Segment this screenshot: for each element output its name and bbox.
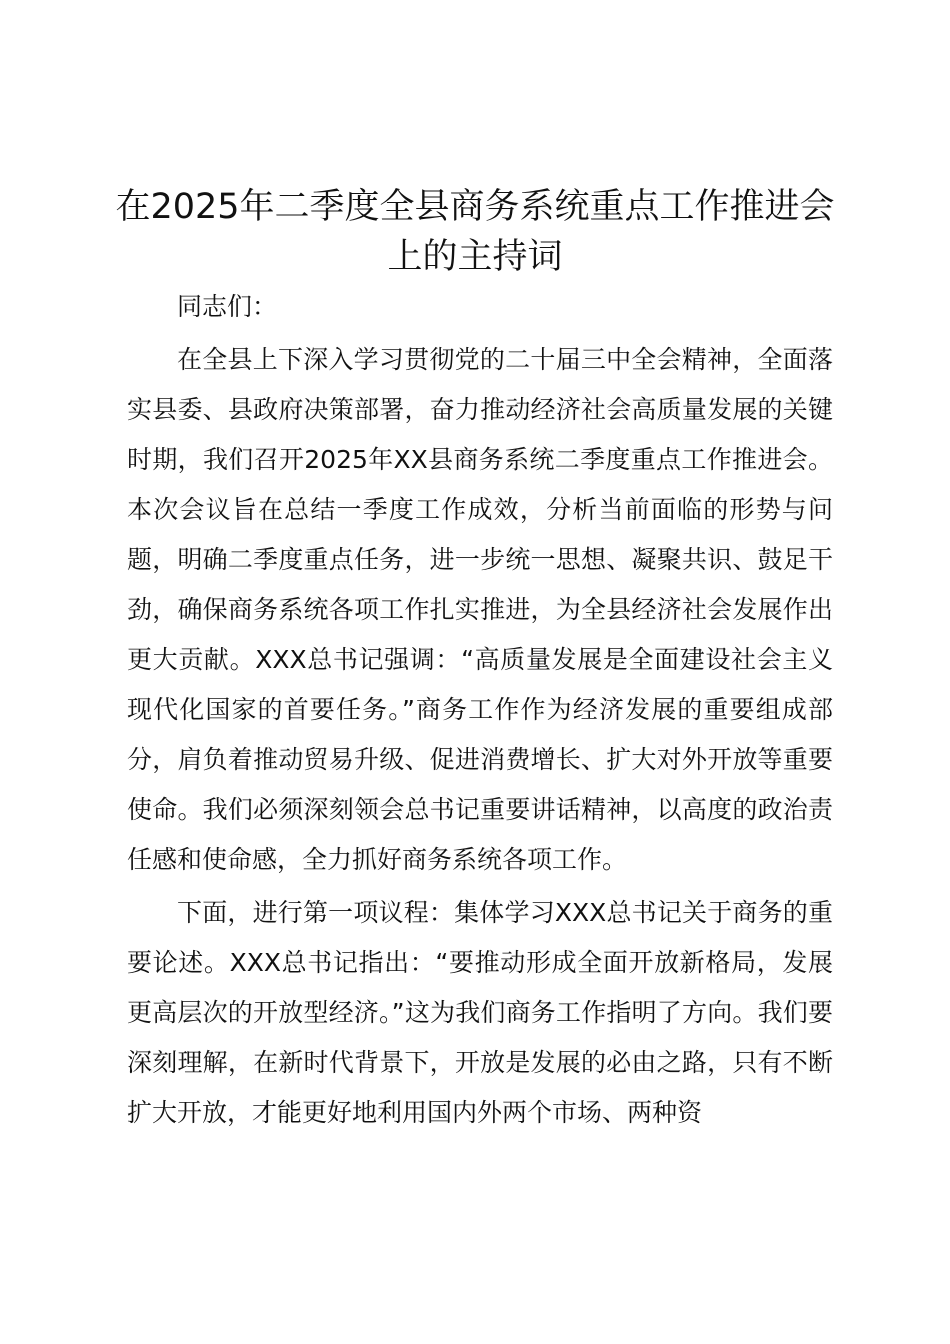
document-title: 在2025年二季度全县商务系统重点工作推进会上的主持词 xyxy=(115,187,835,277)
paragraph: 下面，进行第一项议程：集体学习XXX总书记关于商务的重要论述。XXX总书记指出：“要推动形成全面开放新格局，发展更高层次的开放型经济。”这为我们商务工作指明了方向。我们要深刻理解，在新时代背景下，开放是发展的必由之路，只有不断扩大开放，才能更好地利用国内外两个市场、两种资 xyxy=(127,898,833,1127)
salutation: 同志们： xyxy=(177,292,278,321)
document-body xyxy=(127,282,833,1141)
paragraph: 在全县上下深入学习贯彻党的二十届三中全会精神，全面落实县委、县政府决策部署，奋力推动经济社会高质量发展的关键时期，我们召开2025年XX县商务系统二季度重点工作推进会。本次会议旨在总结一季度工作成效，分析当前面临的形势与问题，明确二季度重点任务，进一步统一思想、凝聚共识、鼓足干劲，确保商务系统各项工作扎实推进，为全县经济社会发展作出更大贡献。XXX总书记强调：“高质量发展是全面建设社会主义现代化国家的首要任务。”商务工作作为经济发展的重要组成部分，肩负着推动贸易升级、促进消费增长、扩大对外开放等重要使命。我们必须深刻领会总书记重要讲话精神，以高度的政治责任感和使命感，全力抓好商务系统各项工作。 xyxy=(127,345,833,874)
